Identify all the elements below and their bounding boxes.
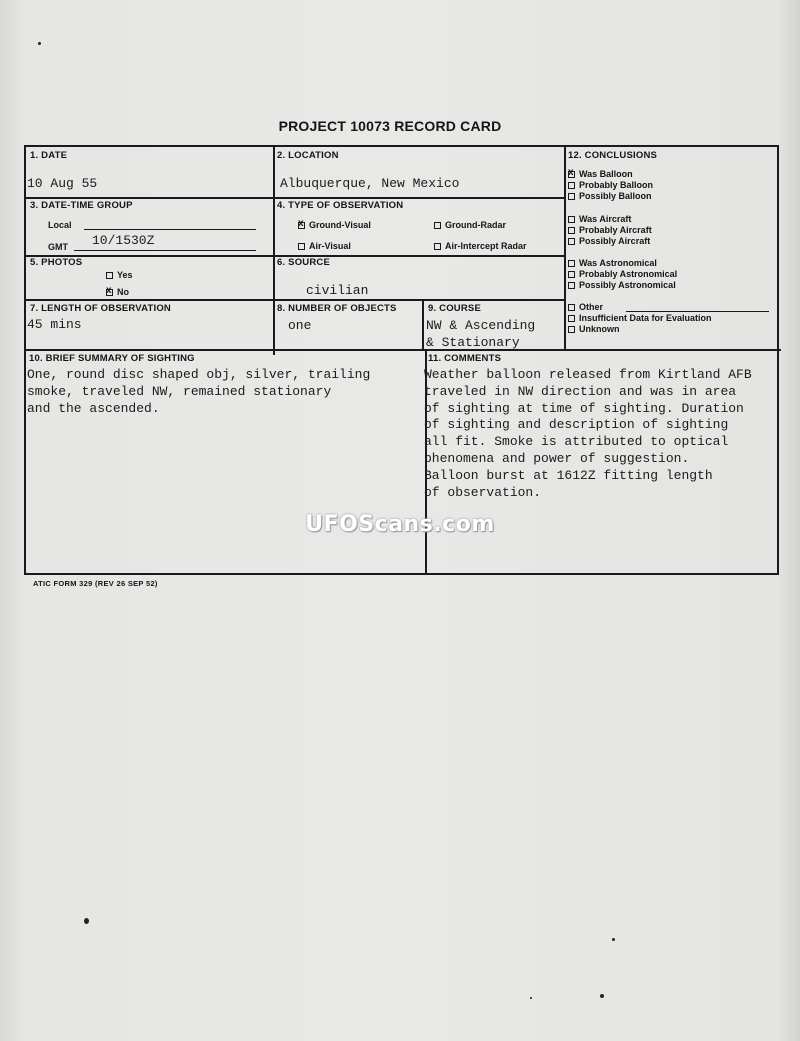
observation-option-ground-visual: xGround-Visual xyxy=(298,220,371,230)
location-value: Albuquerque, New Mexico xyxy=(280,176,460,191)
scan-speck xyxy=(530,997,532,999)
source-label: 6. SOURCE xyxy=(277,257,331,268)
date-time-group-label: 3. DATE-TIME GROUP xyxy=(30,200,133,211)
conclusion-option: Other xyxy=(579,302,604,312)
comments-text xyxy=(424,367,752,501)
comment-line: Balloon burst at 1612Z fitting length xyxy=(424,467,713,483)
source-value: civilian xyxy=(306,283,369,298)
probably-astronomical-checkbox xyxy=(568,271,575,278)
brief-summary-text xyxy=(27,367,370,417)
conclusion-option: Was Balloon xyxy=(579,169,633,179)
gmt-value: 10/1530Z xyxy=(92,233,155,248)
probably-aircraft-checkbox xyxy=(568,227,575,234)
course-value xyxy=(426,318,535,352)
type-of-observation-label: 4. TYPE OF OBSERVATION xyxy=(277,200,404,211)
other-checkbox xyxy=(568,304,575,311)
number-of-objects-label: 8. NUMBER OF OBJECTS xyxy=(277,303,397,314)
air-intercept-radar-checkbox xyxy=(434,243,441,250)
course-line: NW & Ascending xyxy=(426,318,536,333)
watermark: UFOScans.com xyxy=(305,512,495,537)
unknown-checkbox xyxy=(568,326,575,333)
conclusions-group-balloon xyxy=(568,169,653,202)
probably-balloon-checkbox xyxy=(568,182,575,189)
conclusions-group-astronomical xyxy=(568,258,677,291)
conclusion-option: Possibly Astronomical xyxy=(579,280,676,290)
location-label: 2. LOCATION xyxy=(277,150,339,161)
comment-line: of observation. xyxy=(424,484,542,500)
length-of-observation-value: 45 mins xyxy=(27,317,82,332)
comment-line: phenomena and power of suggestion. xyxy=(424,450,690,466)
ground-visual-checkbox xyxy=(298,222,305,229)
was-balloon-checkbox xyxy=(568,171,575,178)
length-of-observation-label: 7. LENGTH OF OBSERVATION xyxy=(30,303,171,314)
scan-speck xyxy=(84,918,89,924)
photos-no-checkbox xyxy=(106,289,113,296)
possibly-astronomical-checkbox xyxy=(568,282,575,289)
conclusion-option: Probably Astronomical xyxy=(579,269,678,279)
possibly-balloon-checkbox xyxy=(568,193,575,200)
photos-yes-checkbox xyxy=(106,272,113,279)
course-label: 9. COURSE xyxy=(428,303,482,314)
comment-line: traveled in NW direction and was in area xyxy=(424,383,737,399)
conclusions-group-other xyxy=(568,302,712,335)
scan-speck xyxy=(600,994,604,998)
comments-label: 11. COMMENTS xyxy=(428,353,502,364)
form-footer: ATIC FORM 329 (REV 26 SEP 52) xyxy=(33,579,158,588)
conclusion-option: Possibly Balloon xyxy=(579,191,652,201)
comment-line: Weather balloon released from Kirtland AFB xyxy=(424,367,752,382)
scan-speck xyxy=(38,42,41,45)
photos-option-no: xNo xyxy=(106,287,129,297)
date-value: 10 Aug 55 xyxy=(27,176,98,191)
conclusion-option: Was Aircraft xyxy=(579,214,632,224)
observation-option-air-intercept-radar: Air-Intercept Radar xyxy=(434,241,527,251)
summary-line: One, round disc shaped obj, silver, trailing xyxy=(27,367,371,382)
conclusions-label: 12. CONCLUSIONS xyxy=(568,150,658,161)
comment-line: of sighting at time of sighting. Duration xyxy=(424,400,744,416)
summary-line: smoke, traveled NW, remained stationary xyxy=(27,383,332,399)
conclusion-option: Probably Balloon xyxy=(579,180,654,190)
conclusion-option: Was Astronomical xyxy=(579,258,657,268)
ground-radar-checkbox xyxy=(434,222,441,229)
summary-line: and the ascended. xyxy=(27,400,160,416)
photos-option-yes: Yes xyxy=(106,270,133,280)
comment-line: of sighting and description of sighting xyxy=(424,417,729,433)
observation-option-air-visual: Air-Visual xyxy=(298,241,351,251)
possibly-aircraft-checkbox xyxy=(568,238,575,245)
comment-line: all fit. Smoke is attributed to optical xyxy=(424,434,729,450)
was-astronomical-checkbox xyxy=(568,260,575,267)
conclusion-option: Possibly Aircraft xyxy=(579,236,651,246)
date-label: 1. DATE xyxy=(30,150,68,161)
insufficient-data-checkbox xyxy=(568,315,575,322)
photos-label: 5. PHOTOS xyxy=(30,257,83,268)
gmt-label: GMT xyxy=(48,242,68,252)
was-aircraft-checkbox xyxy=(568,216,575,223)
air-visual-checkbox xyxy=(298,243,305,250)
brief-summary-label: 10. BRIEF SUMMARY OF SIGHTING xyxy=(29,353,195,364)
local-label: Local xyxy=(48,220,72,230)
course-line: & Stationary xyxy=(426,334,520,350)
form-title: PROJECT 10073 RECORD CARD xyxy=(278,118,502,134)
scan-speck xyxy=(612,938,615,941)
observation-option-ground-radar: Ground-Radar xyxy=(434,220,506,230)
conclusion-option: Probably Aircraft xyxy=(579,225,652,235)
conclusion-option: Insufficient Data for Evaluation xyxy=(579,313,712,323)
number-of-objects-value: one xyxy=(288,318,312,333)
conclusions-group-aircraft xyxy=(568,214,652,247)
conclusion-option: Unknown xyxy=(579,324,620,334)
